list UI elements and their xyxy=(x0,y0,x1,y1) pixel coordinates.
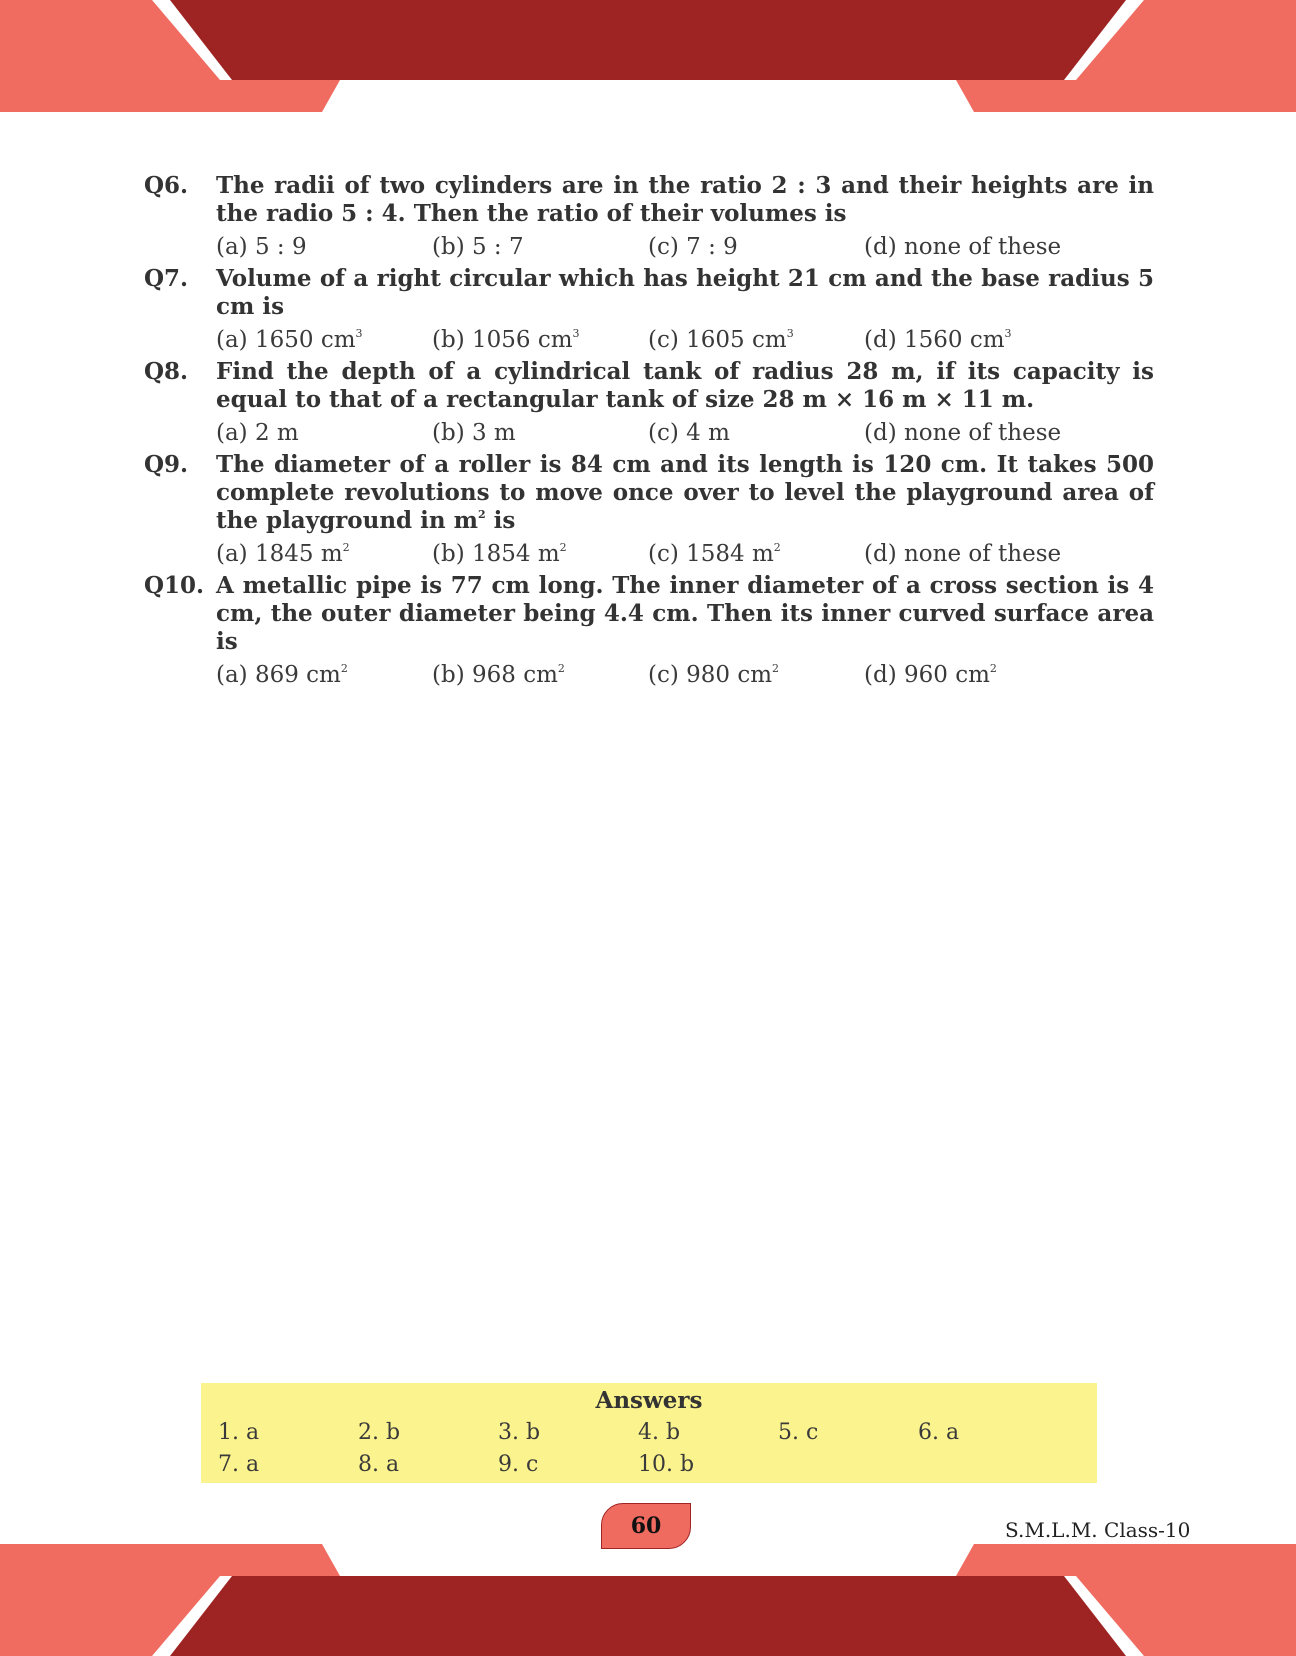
question-number: Q8. xyxy=(144,358,189,385)
answer-item: 9. c xyxy=(498,1452,539,1477)
question-text: Find the depth of a cylindrical tank of radius 28 m, if its capacity is equal to that of a rectangular tank of size 28 m × 16 m × 11 m. xyxy=(216,358,1154,413)
answers-box xyxy=(201,1383,1097,1483)
options-row xyxy=(216,326,1154,354)
answer-item: 4. b xyxy=(638,1420,681,1445)
option-a[interactable]: (a) 869 $cm^2$ xyxy=(216,662,348,688)
answers-title: Answers xyxy=(595,1387,703,1414)
question-number: Q10. xyxy=(144,572,205,599)
option-b[interactable]: (b) 3 m xyxy=(432,420,516,446)
answer-item: 5. c xyxy=(778,1420,819,1445)
option-b[interactable]: (b) 968 $cm^2$ xyxy=(432,662,565,688)
option-d[interactable]: (d) 960 $cm^2$ xyxy=(864,662,997,688)
options-row xyxy=(216,419,1154,447)
header-decoration xyxy=(0,0,1296,115)
question-number: Q7. xyxy=(144,265,189,292)
option-b[interactable]: (b) 5 : 7 xyxy=(432,234,524,260)
option-a[interactable]: (a) 2 m xyxy=(216,420,299,446)
question-text: The diameter of a roller is 84 cm and its length is 120 cm. It takes 500 complete revolutions to move once over to level the playground area of the playground in $m^2$ is xyxy=(216,451,1154,534)
question-9 xyxy=(144,451,1154,568)
question-6 xyxy=(144,172,1154,261)
option-d[interactable]: (d) none of these xyxy=(864,420,1062,446)
option-a[interactable]: (a) 5 : 9 xyxy=(216,234,307,260)
options-row xyxy=(216,540,1154,568)
answer-item: 3. b xyxy=(498,1420,541,1445)
option-a[interactable]: (a) 1845 $m^2$ xyxy=(216,541,350,567)
question-7 xyxy=(144,265,1154,354)
answers-row xyxy=(218,1419,1058,1447)
question-text: Volume of a right circular which has height 21 cm and the base radius 5 cm is xyxy=(216,265,1154,320)
options-row xyxy=(216,661,1154,689)
answer-item: 8. a xyxy=(358,1452,400,1477)
option-c[interactable]: (c) 7 : 9 xyxy=(648,234,738,260)
question-text: A metallic pipe is 77 cm long. The inner diameter of a cross section is 4 cm, the outer diameter being 4.4 cm. Then its inner curved surface area is xyxy=(216,572,1154,655)
option-a[interactable]: (a) 1650 $cm^3$ xyxy=(216,327,363,353)
footer-label: S.M.L.M. Class-10 xyxy=(1005,1518,1191,1542)
answer-item: 2. b xyxy=(358,1420,401,1445)
option-c[interactable]: (c) 1584 $m^2$ xyxy=(648,541,781,567)
questions-list xyxy=(144,172,1154,693)
answer-item: 1. a xyxy=(218,1420,260,1445)
question-number: Q9. xyxy=(144,451,189,478)
answer-item: 7. a xyxy=(218,1452,260,1477)
option-d[interactable]: (d) none of these xyxy=(864,234,1062,260)
answer-item: 10. b xyxy=(638,1452,695,1477)
option-b[interactable]: (b) 1854 $m^2$ xyxy=(432,541,567,567)
page-number: 60 xyxy=(601,1503,691,1549)
answers-row xyxy=(218,1451,778,1479)
option-b[interactable]: (b) 1056 $cm^3$ xyxy=(432,327,580,353)
question-text: The radii of two cylinders are in the ratio 2 : 3 and their heights are in the radio 5 : 4. Then the ratio of their volumes is xyxy=(216,172,1154,227)
option-c[interactable]: (c) 1605 $cm^3$ xyxy=(648,327,794,353)
option-c[interactable]: (c) 4 m xyxy=(648,420,730,446)
answer-item: 6. a xyxy=(918,1420,960,1445)
footer-decoration xyxy=(0,1541,1296,1656)
options-row xyxy=(216,233,1154,261)
option-d[interactable]: (d) none of these xyxy=(864,541,1062,567)
option-c[interactable]: (c) 980 $cm^2$ xyxy=(648,662,780,688)
question-8 xyxy=(144,358,1154,447)
question-10 xyxy=(144,572,1154,689)
question-number: Q6. xyxy=(144,172,189,199)
option-d[interactable]: (d) 1560 $cm^3$ xyxy=(864,327,1012,353)
